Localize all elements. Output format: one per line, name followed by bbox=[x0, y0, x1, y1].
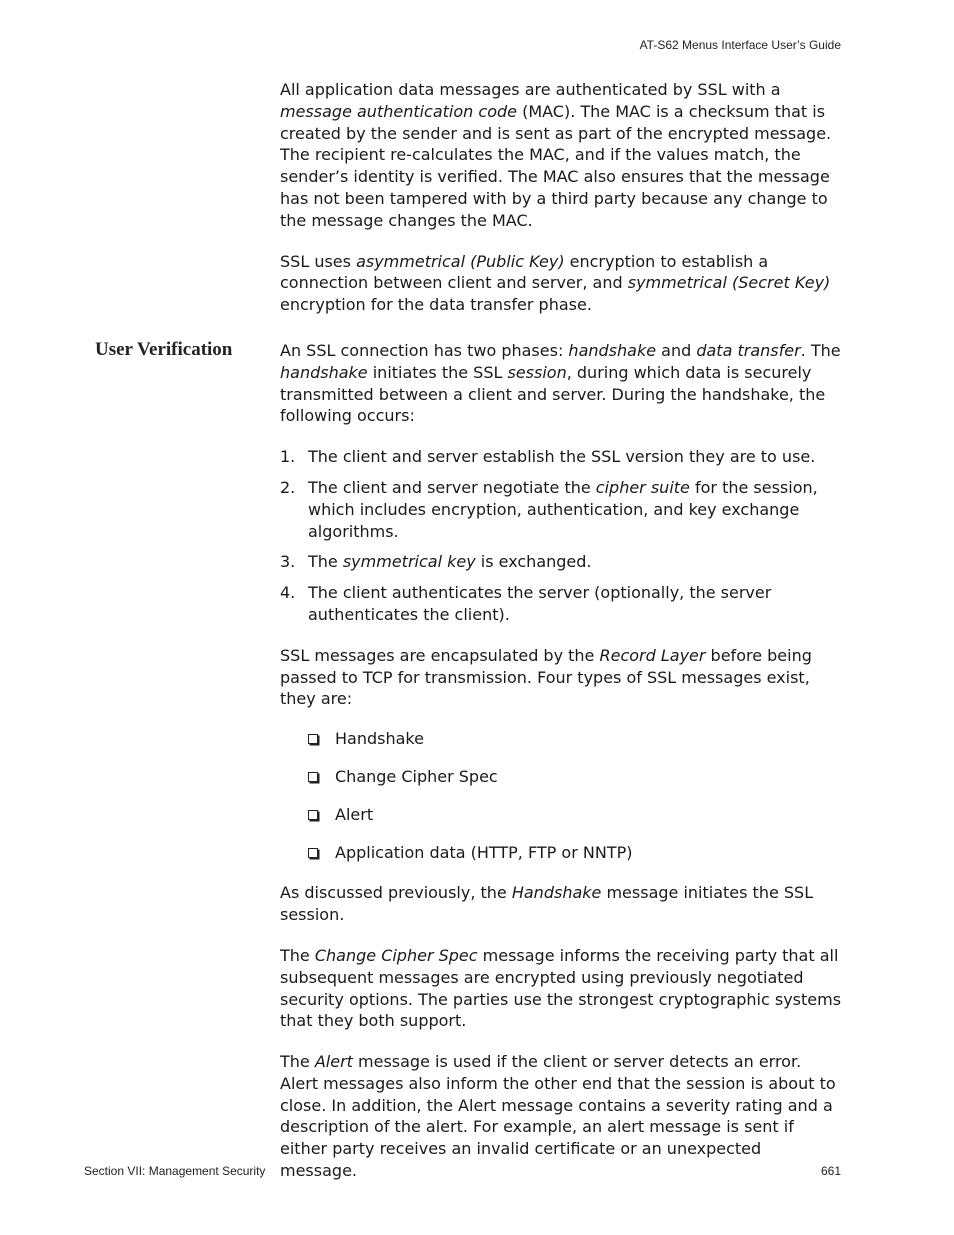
list-item: 2. The client and server negotiate the cipher suite for the session, which includes encryption, authentication, and key exchange algorithms. bbox=[280, 477, 818, 541]
checkbox-bullet-icon bbox=[308, 772, 318, 782]
mac-paragraph: All application data messages are authenticated by SSL with a message authentication code (MAC). The MAC is a checksum that is created by the sender and is sent as part of the encrypted message. The recipient re-calculates the MAC, and if the values match, the sender’s identity is verified. The MAC also ensures that the message has not been tampered with by a third party because any change to the message changes the MAC. bbox=[280, 80, 832, 230]
checkbox-bullet-icon bbox=[308, 734, 318, 744]
list-item: 4. The client authenticates the server (optionally, the server authenticates the client). bbox=[280, 583, 772, 624]
page-number: 661 bbox=[820, 1164, 841, 1178]
list-item: 1. The client and server establish the SSL version they are to use. bbox=[280, 447, 816, 467]
change-cipher-spec-paragraph: The Change Cipher Spec message informs the receiving party that all subsequent messages are encrypted using previously negotiated security options. The parties use the strongest cryptographic systems that they both support. bbox=[280, 945, 842, 1031]
phases-paragraph: An SSL connection has two phases: handshake and data transfer. The handshake initiates the SSL session, during which data is securely transmitted between a client and server. During the handshake, the following occurs: bbox=[280, 340, 841, 426]
checkbox-bullet-icon bbox=[308, 848, 318, 858]
section-heading: User Verification bbox=[95, 339, 233, 360]
list-item: 3. The symmetrical key is exchanged. bbox=[280, 552, 592, 572]
alert-paragraph: The Alert message is used if the client or server detects an error. Alert messages also inform the other end that the session is about to close. In addition, the Alert message contains a severity rating and a description of the alert. For example, an alert message is sent if either party receives an invalid certificate or an unexpected message. bbox=[280, 1052, 836, 1181]
running-header: AT-S62 Menus Interface User’s Guide bbox=[639, 38, 841, 52]
encryption-paragraph: SSL uses asymmetrical (Public Key) encryption to establish a connection between client and server, and symmetrical (Secret Key) encryption for the data transfer phase. bbox=[280, 251, 831, 315]
list-item: Alert bbox=[308, 804, 842, 826]
list-item: Change Cipher Spec bbox=[308, 766, 842, 788]
checkbox-bullet-icon bbox=[308, 810, 318, 820]
record-layer-paragraph: SSL messages are encapsulated by the Record Layer before being passed to TCP for transmission. Four types of SSL messages exist, they are: bbox=[280, 645, 812, 709]
body-text bbox=[280, 79, 842, 1182]
handshake-paragraph: As discussed previously, the Handshake message initiates the SSL session. bbox=[280, 883, 814, 925]
list-item: Handshake bbox=[308, 728, 842, 750]
footer-section: Section VII: Management Security bbox=[84, 1164, 266, 1178]
list-item: Application data (HTTP, FTP or NNTP) bbox=[308, 842, 842, 864]
